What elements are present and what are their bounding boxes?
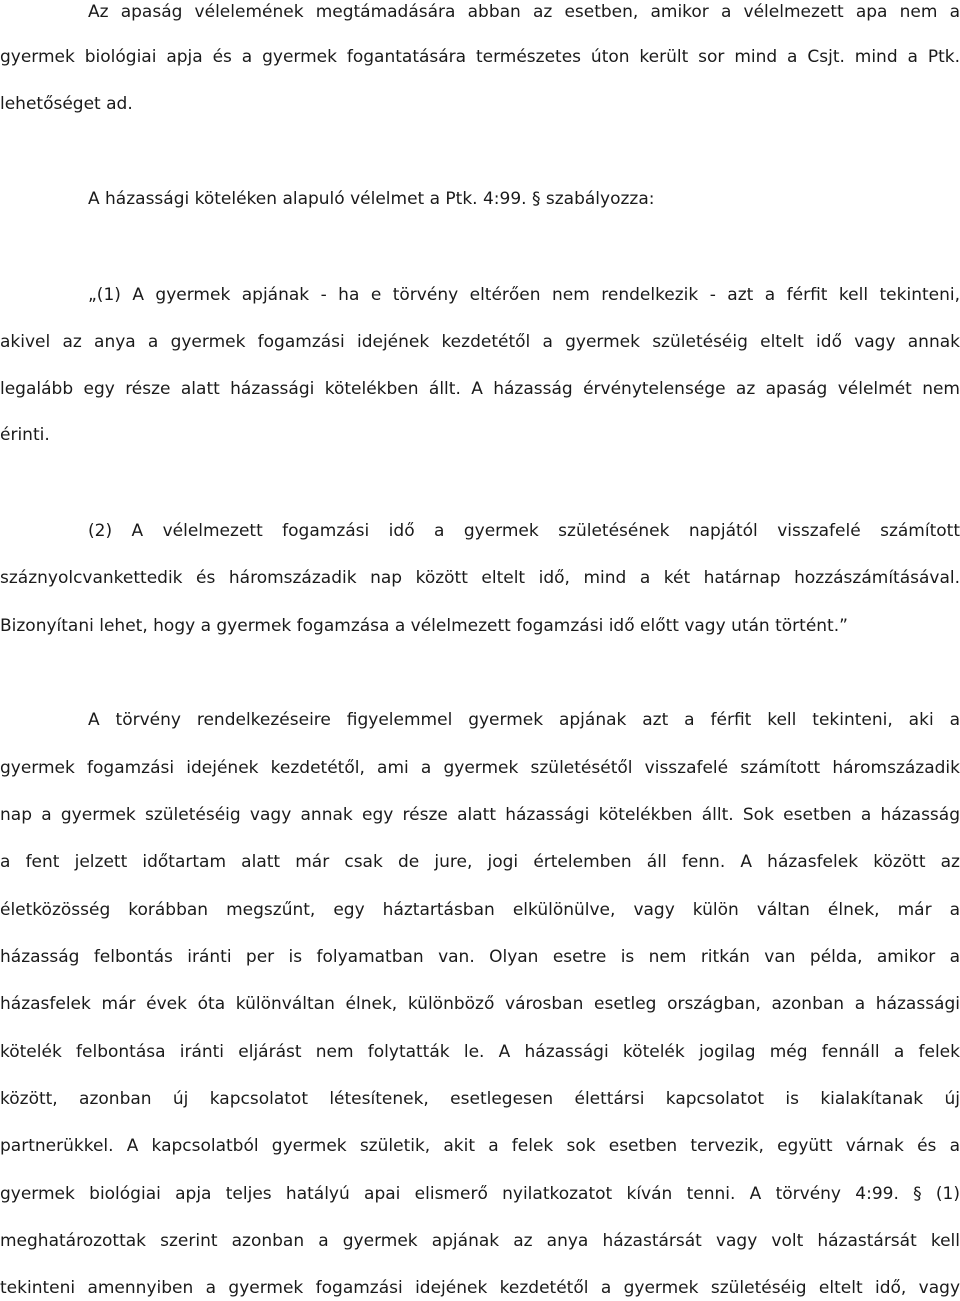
- quote-section-1-line-1: „(1) A gyermek apjának - ha e törvény eltérően nem rendelkezik - azt a férfit kell tekinteni,: [88, 285, 960, 305]
- paragraph-5-line-6: házasság felbontás iránti per is folyamatban van. Olyan esetre is nem ritkán van példa, amikor a: [0, 947, 960, 967]
- paragraph-5-line-12: meghatározottak szerint azonban a gyermek apjának az anya házastársát vagy volt házastársát kell: [0, 1231, 960, 1251]
- paragraph-5-line-11: gyermek biológiai apja teljes hatályú apai elismerő nyilatkozatot kíván tenni. A törvény 4:99. § (1): [0, 1184, 960, 1204]
- paragraph-5-line-4: a fent jelzett időtartam alatt már csak de jure, jogi értelemben áll fenn. A házasfelek között az: [0, 852, 960, 872]
- paragraph-5-line-9: között, azonban új kapcsolatot létesítenek, esetlegesen élettársi kapcsolatot is kialakítanak új: [0, 1089, 960, 1109]
- paragraph-1-line-3: lehetőséget ad.: [0, 94, 133, 114]
- paragraph-2-line-1: A házassági köteléken alapuló vélelmet a Ptk. 4:99. § szabályozza:: [88, 189, 655, 209]
- paragraph-5-line-5: életközösség korábban megszűnt, egy háztartásban elkülönülve, vagy külön váltan élnek, már a: [0, 900, 960, 920]
- paragraph-5-line-1: A törvény rendelkezéseire figyelemmel gyermek apjának azt a férfit kell tekinteni, aki a: [88, 710, 960, 730]
- quote-section-2-line-1: (2) A vélelmezett fogamzási idő a gyermek születésének napjától visszafelé számított: [88, 521, 960, 541]
- paragraph-5-line-7: házasfelek már évek óta különváltan élnek, különböző városban esetleg országban, azonban a házassági: [0, 994, 960, 1014]
- quote-section-1-line-3: legalább egy része alatt házassági kötelékben állt. A házasság érvénytelensége az apaság vélelmét nem: [0, 379, 960, 399]
- quote-section-1-line-2: akivel az anya a gyermek fogamzási idejének kezdetétől a gyermek születéséig eltelt idő vagy annak: [0, 332, 960, 352]
- paragraph-1-line-2: gyermek biológiai apja és a gyermek fogantatására természetes úton került sor mind a Csjt. mind a Ptk.: [0, 47, 960, 67]
- paragraph-5-line-10: partnerükkel. A kapcsolatból gyermek születik, akit a felek sok esetben tervezik, együtt várnak és a: [0, 1136, 960, 1156]
- quote-section-1-line-4: érinti.: [0, 425, 50, 445]
- quote-section-2-line-2: száznyolcvankettedik és háromszázadik nap között eltelt idő, mind a két határnap hozzászámításával.: [0, 568, 960, 588]
- paragraph-1-line-1: Az apaság vélelemének megtámadására abban az esetben, amikor a vélelmezett apa nem a: [88, 2, 960, 22]
- quote-section-2-line-3: Bizonyítani lehet, hogy a gyermek fogamzása a vélelmezett fogamzási idő előtt vagy után történt.”: [0, 616, 848, 636]
- paragraph-5-line-8: kötelék felbontása iránti eljárást nem folytatták le. A házassági kötelék jogilag még fennáll a felek: [0, 1042, 960, 1062]
- paragraph-5-line-2: gyermek fogamzási idejének kezdetétől, ami a gyermek születésétől visszafelé számított háromszázadik: [0, 758, 960, 778]
- paragraph-5-line-3: nap a gyermek születéséig vagy annak egy része alatt házassági kötelékben állt. Sok esetben a házasság: [0, 805, 960, 825]
- paragraph-5-line-13: tekinteni amennyiben a gyermek fogamzási idejének kezdetétől a gyermek születéséig eltelt idő, vagy: [0, 1278, 960, 1298]
